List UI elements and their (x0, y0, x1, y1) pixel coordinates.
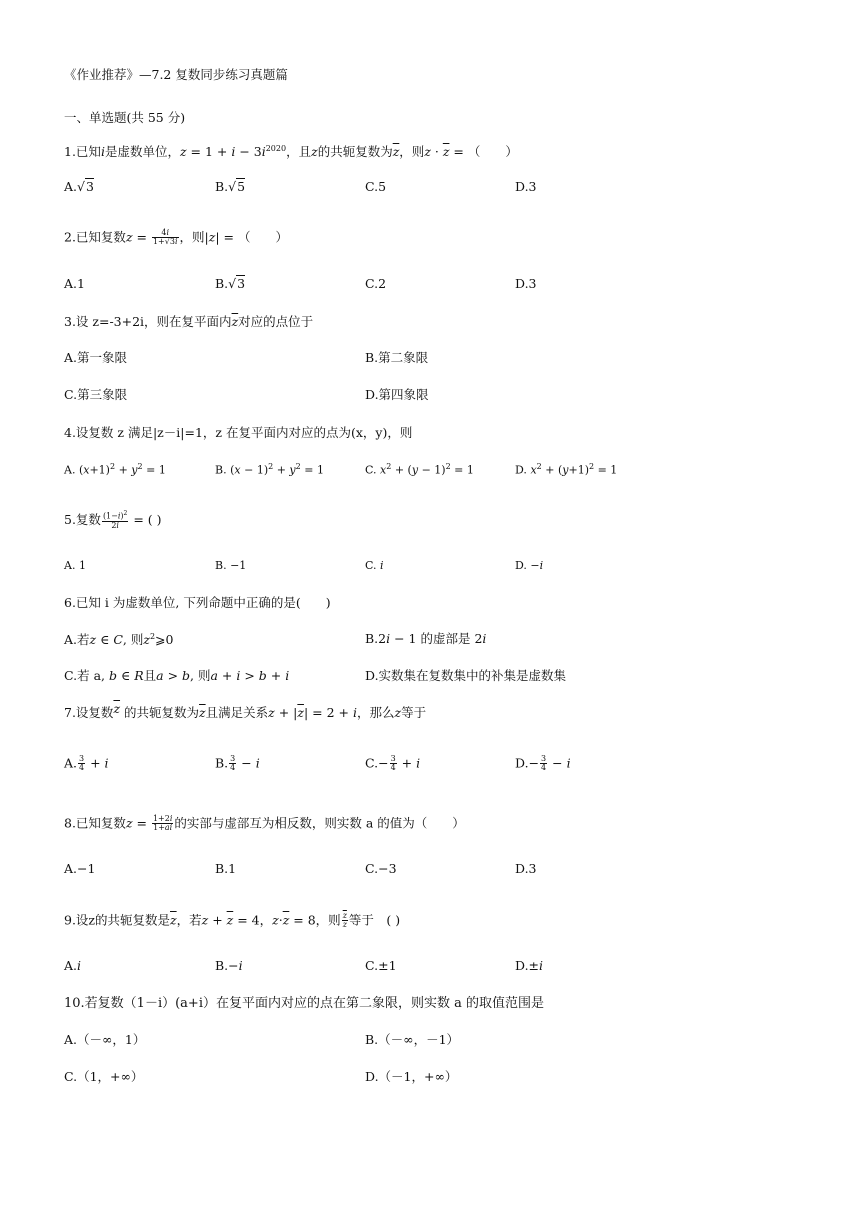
q3-option-b: B.第二象限 (365, 350, 429, 365)
q8-option-b: B.1 (215, 861, 237, 876)
q3-option-d: D.第四象限 (365, 387, 429, 402)
q5-option-a: A. 1 (64, 559, 86, 572)
q8-option-a: A.−1 (64, 861, 96, 876)
q6-option-b: B.2i − 1 的虚部是 2i (365, 631, 487, 646)
question-8: 8.已知复数z = $\frac{1+2i}{1+ai}$ 的实部与虚部互为相反数，则实数 a 的值为（ ） (64, 814, 465, 833)
q10-option-d: D.（－1，+∞） (365, 1069, 458, 1084)
q2-option-c: C.2 (365, 276, 387, 291)
q4-option-d: D. $x^2 + (y+1)^2 = 1$ (515, 462, 618, 477)
q5-option-d: D. −i (515, 559, 544, 572)
q1-option-a: A.√3 (64, 179, 94, 194)
question-7: 7.设复数$\overline{z}$ 的共轭复数为$\overline{z}$且满足关系$z + |\overline{z}| = 2 + i$，那么z等于 (64, 701, 427, 720)
q6-option-c: C.若 a, b ∈ R且a > b, 则a + i > b + i (64, 668, 290, 683)
q5-option-b: B. −1 (215, 559, 247, 572)
q3-option-a: A.第一象限 (64, 350, 128, 365)
document-title: 《作业推荐》—7.2 复数同步练习真题篇 (64, 67, 288, 82)
question-4: 4.设复数 z 满足|z－i|=1，z 在复平面内对应的点为(x，y)，则 (64, 425, 413, 440)
q7-option-a: A. $\frac{3}{4}$ + i (64, 754, 109, 773)
q9-option-d: D.±i (515, 958, 544, 973)
q2-option-b: B.√3 (215, 276, 246, 291)
q4-option-c: C. $x^2 + (y - 1)^2 = 1$ (365, 462, 474, 477)
question-9: 9.设z的共轭复数是$\overline{z}$，若$z + \overline{z} = 4$，$z\cdot\overline{z} = 8$，则 $\frac{\overline{z}}{z}$ 等于 ( ) (64, 911, 401, 930)
q2-option-a: A.1 (64, 276, 85, 291)
q9-option-b: B.−i (215, 958, 243, 973)
q1-option-c: C.5 (365, 179, 387, 194)
q10-option-c: C.（1，+∞） (64, 1069, 144, 1084)
q1-option-b: B.√5 (215, 179, 246, 194)
q10-option-a: A.（－∞，1） (64, 1032, 146, 1047)
q5-option-c: C. i (365, 559, 384, 572)
section-heading: 一、单选题(共 55 分) (64, 110, 186, 125)
question-1: 1.已知i是虚数单位，$z = 1 + i - 3i^{2020}$，且z的共轭复数为$\overline{z}$，则$z \cdot \overline{z}$ = （ ） (64, 144, 518, 160)
q7-option-b: B. $\frac{3}{4}$ − i (215, 754, 260, 773)
q4-option-b: B. $(x - 1)^2 + y^2 = 1$ (215, 462, 324, 477)
question-2: 2.已知复数z = $\frac{4i}{1+√3i}$ ，则|z| = （ ） (64, 228, 288, 247)
q7-option-d: D.− $\frac{3}{4}$ − i (515, 754, 571, 773)
q7-option-c: C.− $\frac{3}{4}$ + i (365, 754, 421, 773)
q8-option-d: D.3 (515, 861, 537, 876)
q9-option-c: C.±1 (365, 958, 397, 973)
q1-option-d: D.3 (515, 179, 537, 194)
q4-option-a: A. $(x+1)^2 + y^2 = 1$ (64, 462, 166, 477)
q8-option-c: C.−3 (365, 861, 397, 876)
q2-option-d: D.3 (515, 276, 537, 291)
question-5: 5.复数 $\frac{(1-i)^2}{2i}$ = ( ) (64, 510, 162, 531)
question-6: 6.已知 i 为虚数单位, 下列命题中正确的是( ) (64, 595, 331, 610)
q3-option-c: C.第三象限 (64, 387, 128, 402)
question-3: 3.设 z=-3+2i，则在复平面内$\overline{z}$对应的点位于 (64, 314, 314, 329)
q10-option-b: B.（－∞，－1） (365, 1032, 460, 1047)
question-10: 10.若复数（1－i）(a+i）在复平面内对应的点在第二象限，则实数 a 的取值范围是 (64, 996, 544, 1011)
q6-option-a: A.若z ∈ C, 则$z^2⩾0$ (64, 632, 174, 648)
q6-option-d: D.实数集在复数集中的补集是虚数集 (365, 668, 567, 683)
q9-option-a: A.i (64, 958, 82, 973)
